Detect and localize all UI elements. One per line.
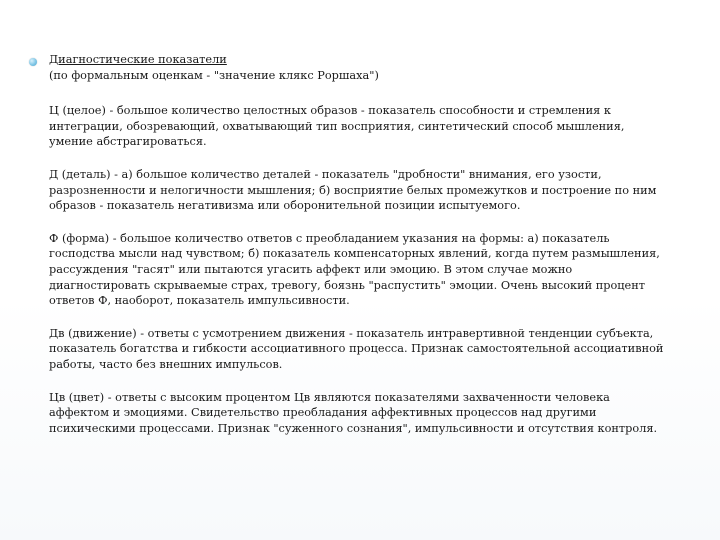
paragraph-color: Цв (цвет) - ответы с высоким процентом Цв являются показателями захваченности человека аффектом и эмоциями. Свидетельство преобладания аффективных процессов над другими психическими процессами. Признак "суженного сознания", импульсивности и отсутствия контроля. (49, 390, 658, 435)
paragraph-detail: Д (деталь) - а) большое количество деталей - показатель "дробности" внимания, его узости, разрозненности и нелогичности мышления; б) восприятие белых промежутков и построение по ним образов - показатель негативизма или оборонительной позиции испытуемого. (49, 167, 657, 213)
slide-content (49, 52, 664, 453)
paragraph-form: Ф (форма) - большое количество ответов с преобладанием указания на формы: а) показатель господства мысли над чувством; б) показатель компенсаторных явлений, когда путем размышления, рассуждения "гасят" или пытаются угасить аффект или эмоцию. В этом случае можно диагностировать скрываемые страх, тревогу, боязнь "распустить" эмоции. Очень высокий процент ответов Ф, наоборот, показатель импульсивности. (49, 231, 660, 308)
paragraph-whole: Ц (целое) - большое количество целостных образов - показатель способности и стремления к интеграции, обозревающий, охватывающий тип восприятия, синтетический способ мышления, умение абстрагироваться. (49, 104, 625, 149)
slide-heading: Диагностические показатели (49, 53, 227, 66)
bullet-icon (29, 58, 37, 66)
slide-subheading: (по формальным оценкам - "значение клякс Роршаха") (49, 68, 379, 82)
paragraph-movement: Дв (движение) - ответы с усмотрением движения - показатель интравертивной тенденции субъекта, показатель богатства и гибкости ассоциативного процесса. Признак самостоятельной ассоциативной работы, часто без внешних импульсов. (49, 326, 664, 371)
